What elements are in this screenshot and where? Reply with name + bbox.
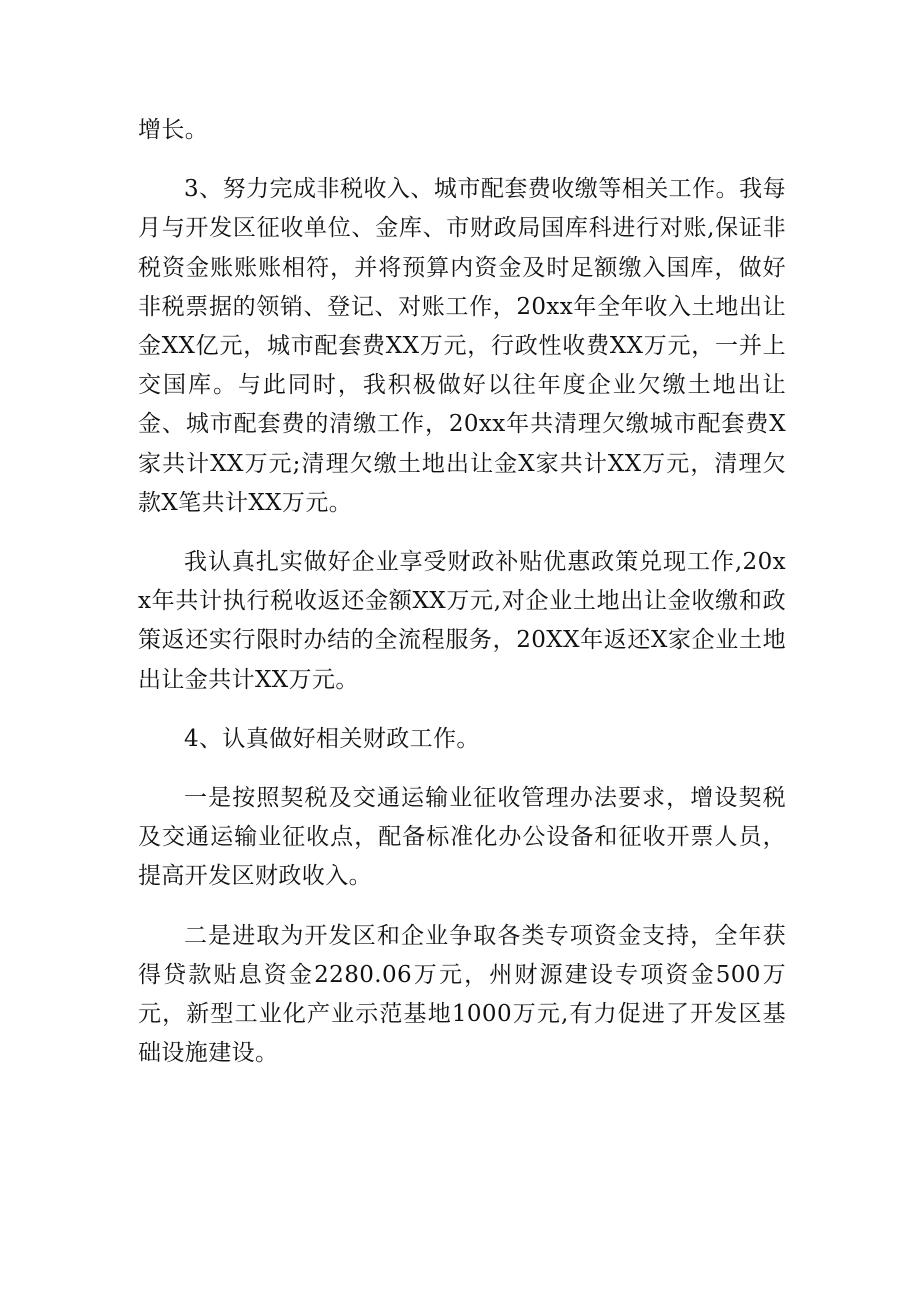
paragraph-item-4-heading: 4、认真做好相关财政工作。 <box>184 725 480 752</box>
paragraph-subsidy-policy: 我认真扎实做好企业享受财政补贴优惠政策兑现工作,20xx年共计执行税收返还金额XX万元,对企业土地出让金收缴和政策返还实行限时办结的全流程服务，20XX年返还X家企业土地出让金共计XX万元。 <box>138 549 786 693</box>
paragraph-continuation: 增长。 <box>138 117 209 143</box>
paragraph-item-3: 3、努力完成非税收入、城市配套费收缴等相关工作。我每月与开发区征收单位、金库、市财政局国库科进行对账,保证非税资金账账账相符，并将预算内资金及时足额缴入国库，做好非税票据的领销、登记、对账工作，20xx年全年收入土地出让金XX亿元，城市配套费XX万元，行政性收费XX万元，一并上交国库。与此同时，我积极做好以往年度企业欠缴土地出让金、城市配套费的清缴工作，20xx年共清理欠缴城市配套费X家共计XX万元;清理欠缴土地出让金X家共计XX万元，清理欠款X笔共计XX万元。 <box>138 176 786 516</box>
document-body <box>138 111 786 1073</box>
paragraph-point-one: 一是按照契税及交通运输业征收管理办法要求，增设契税及交通运输业征收点，配备标准化办公设备和征收开票人员，提高开发区财政收入。 <box>138 785 786 890</box>
paragraph-point-two: 二是进取为开发区和企业争取各类专项资金支持，全年获得贷款贴息资金2280.06万元，州财源建设专项资金500万元，新型工业化产业示范基地1000万元,有力促进了开发区基础设施建设。 <box>138 922 786 1067</box>
